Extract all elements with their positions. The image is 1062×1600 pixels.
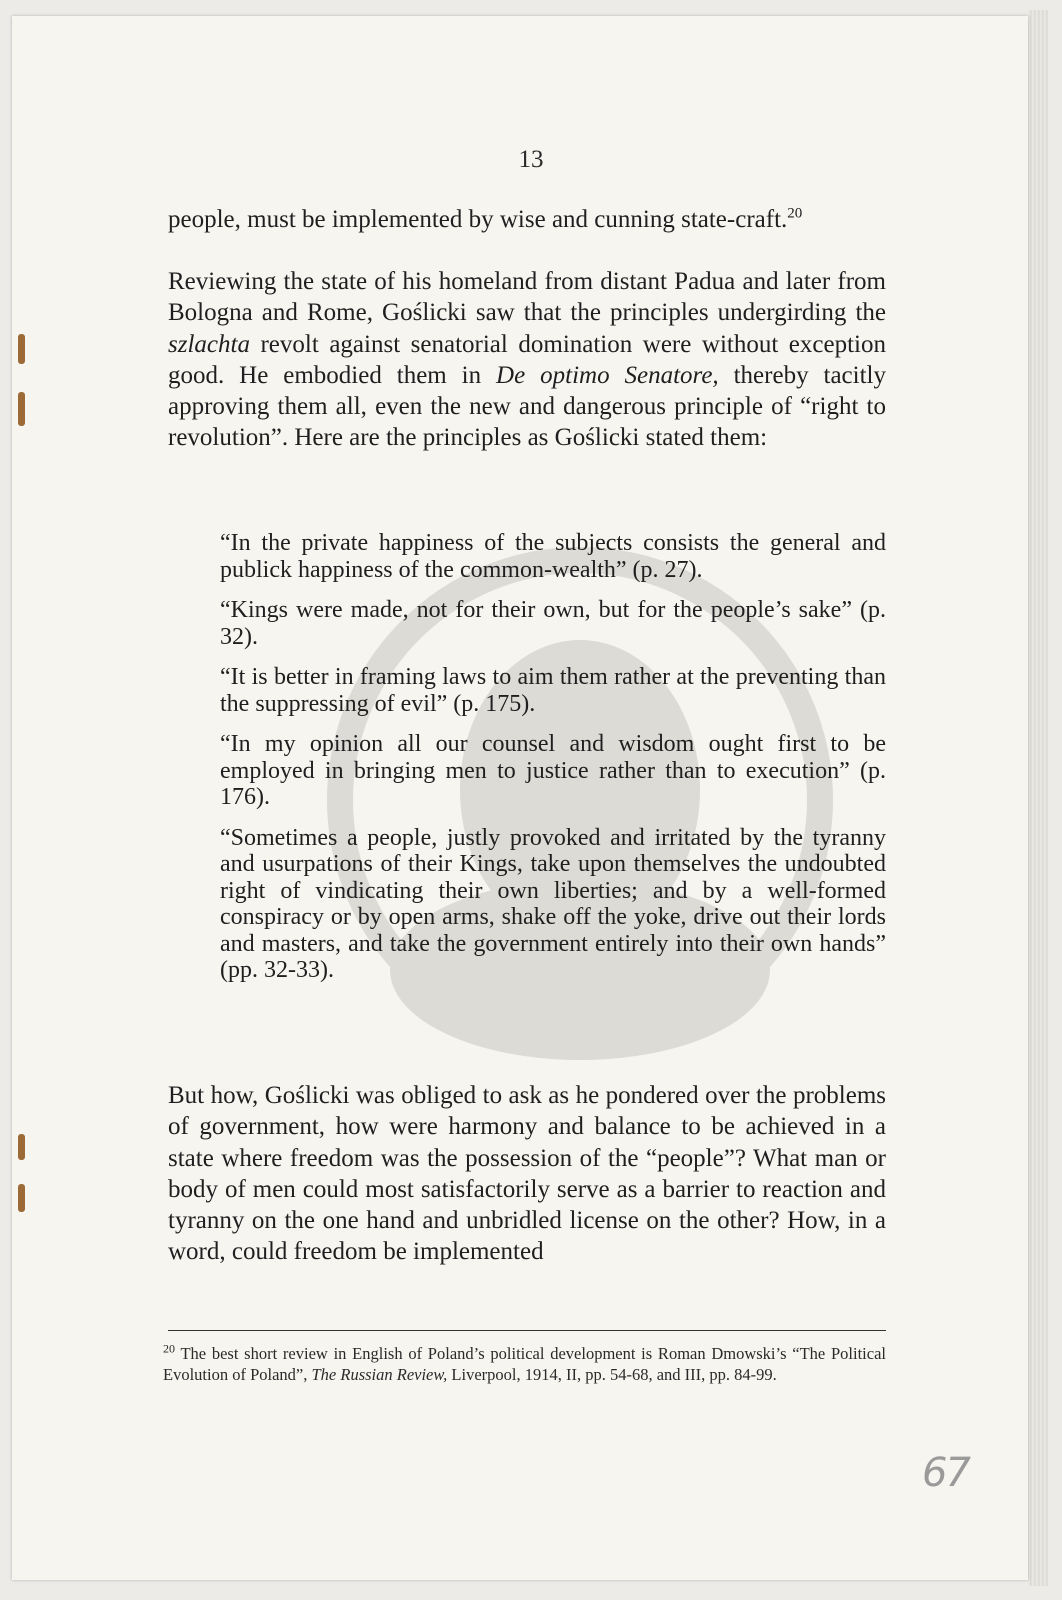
binding-stain	[18, 392, 25, 426]
quotation: “In my opinion all our counsel and wisdom ought first to be employed in bringing men to justice rather than to execution” (p. 176).	[220, 731, 886, 810]
page-edges	[1028, 10, 1048, 1586]
book-title: De optimo Senatore,	[496, 361, 719, 389]
journal-title: The Russian Review,	[311, 1364, 448, 1384]
footnote-divider	[168, 1330, 886, 1331]
footnote-text: The best short review in English of Poland’s political development is Roman Dmowski’s “The Political Evolution of Poland”,	[163, 1344, 886, 1384]
paragraph-text: revolt against senatorial domination were without exception good. He embodied them in	[168, 330, 886, 389]
binding-stain	[18, 1184, 25, 1212]
paragraph-text: people, must be implemented by wise and cunning state-craft.	[168, 206, 788, 233]
paragraph-principles	[168, 266, 886, 454]
binding-stain	[18, 1134, 25, 1160]
quotation: “Sometimes a people, justly provoked and irritated by the tyranny and usurpations of their Kings, take upon themselves the undoubted right of vindicating their own liberties; and by a well-formed conspiracy or by open arms, shake off the yoke, drive out their lords and masters, and take the government entirely into their own hands” (pp. 32-33).	[220, 824, 886, 983]
footnote-text: Liverpool, 1914, II, pp. 54-68, and III, pp. 84-99.	[447, 1364, 777, 1384]
page-number: 13	[518, 146, 544, 173]
paragraph-text: thereby tacitly approving them all, even the new and dangerous principle of “right to revolution”. Here are the principles as Goślicki stated them:	[168, 361, 886, 452]
paragraph-question	[168, 1080, 886, 1268]
handwritten-page-number: 67	[922, 1450, 969, 1496]
paragraph-continuation	[168, 204, 886, 235]
footnote-reference: 20	[787, 205, 803, 222]
quotations-block	[220, 530, 886, 998]
paragraph-text: But how, Goślicki was obliged to ask as he pondered over the problems of government, how were harmony and balance to be achieved in a state where freedom was the possession of the “people”? What man or body of men could most satisfactorily serve as a barrier to reaction and tyranny on the one hand and unbridled license on the other? How, in a word, could freedom be implemented	[168, 1082, 886, 1266]
footnote-number: 20	[163, 1341, 175, 1356]
paragraph-text: Reviewing the state of his homeland from distant Padua and later from Bologna and Rome, Goślicki saw that the principles undergirding the	[168, 268, 886, 327]
quotation: “In the private happiness of the subjects consists the general and publick happiness of the common-wealth” (p. 27).	[220, 530, 886, 583]
quotation: “Kings were made, not for their own, but for the people’s sake” (p. 32).	[220, 597, 886, 650]
binding-stain	[18, 334, 25, 364]
italic-term: szlachta	[168, 330, 250, 358]
footnote	[163, 1341, 886, 1385]
quotation: “It is better in framing laws to aim them rather at the preventing than the suppressing of evil” (p. 175).	[220, 664, 886, 717]
